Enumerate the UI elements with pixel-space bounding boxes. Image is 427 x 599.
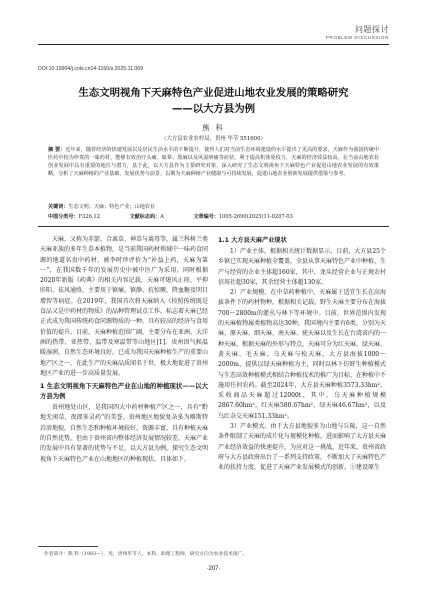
doc-code-label: 文献标志码： xyxy=(129,214,161,220)
page-number: ·207· xyxy=(206,566,221,572)
article-title: 生态文明视角下天麻特色产业促进山地农业发展的策略研究 xyxy=(78,87,349,99)
industry-subject-paragraph: 1）产业主体。根据相关统计数据显示，目前，大方县25个乡镇已实现天麻种植全覆盖，全县从事天麻特色产业中种植、生产与经营的企业主体超160家，其中，龙头经营企业与正规农村信用社超30家，其余经营主体超130家。 xyxy=(218,248,387,286)
running-header xyxy=(326,26,389,41)
keywords xyxy=(48,203,379,210)
author-footnote: 作者简介：熊 科（1983—），男，贵州毕节人，本科，助理工程师，研究方向为农业技术推广。 xyxy=(44,552,248,557)
industry-model-paragraph: 3）产业模式。由于大方县地貌多为山地与丘陵，这一自然条件限制了天麻的成片化与规模化种植，进而影响了大方县天麻产业经济效益的快速提升，为应对这一挑战，近年来，贵州省政府与大方县政府出台了一系列支持政策，不断加大了天麻特色产业的扶持力度，促进了天麻产业发展模式的创新。①建设原生 xyxy=(218,423,387,472)
article-no-label: 文章编号： xyxy=(193,214,219,220)
body-column-right xyxy=(218,235,386,474)
section-heading-1-1: 1.1 大方县天麻产业现状 xyxy=(218,237,287,244)
abstract-label: 摘 要： xyxy=(48,147,66,153)
article-subtitle: ——以大方县为例 xyxy=(171,103,256,115)
doc-code-value: A xyxy=(160,214,164,220)
article-no-value: 1005-2690(2025)11-0207-03 xyxy=(218,214,293,220)
footnote-rule xyxy=(38,546,98,547)
section-name-en: PROBLEM DISCUSSION xyxy=(325,35,389,40)
industry-scale-paragraph: 2）产业规模。在中草药种植中，天麻属于适宜生长在高海拔条件下的药材物种，根据相关记载，野生天麻主要分布在海拔700～2800m的灌丛与林下等环境中。目前，世界范围内发现的天麻植物属类植物高达30种，我国境内主要有6类，分别为天麻、原天麻、细天麻、南天麻、疣天麻以及生长在台湾省内的一种天麻，根据天麻的外形与特点，天麻可分为红天麻、绿天麻、黄天麻、毛天麻、乌天麻与松天麻，大方县海拔1000～2000m，提供以绿天麻种植为主，同时以林下仿野生种植模式与生态高效种植模式相结合种植技术的推广为目标，在种植中不施用任何农药。截至2024年，大方县天麻种植3573.33hm²，采收商品天麻超过12000t，其中，乌天麻种植规模2867.60hm²，红天麻580.67hm²，绿天麻46.67hm²，以及乌红杂交天麻151.33hm²。 xyxy=(218,289,387,420)
keywords-label: 关键词： xyxy=(48,204,69,210)
section-heading-1: 1 生态文明视角下天麻特色产业在山地的种植现状——以大方县为例 xyxy=(40,382,208,401)
issn-group xyxy=(193,214,306,220)
intro-paragraph: 天麻，又称为赤箭、合离草、神草与离母等，属兰科树兰类天麻亚族的多年生草本植物，是当前我国药材领域中一味药食同源的地道名贵中药材，被李时珍评价为“补益上药，天麻为第一”，在我国数千年的发展历史中被中医广为采用，同时根据2020年新版《药典》的相关内容记载，天麻可熄风止痉、平抑肝阳、祛风通络，主要用于镇痛、镇静、抗惊厥、降血糖及明目增智等病症。在2019年，我国首次将天麻纳入《按照传统既是食品又是中药材的物质》的品种管理试点工作，标志着天麻已经正式成为我国传统药食同源物质的一种，具有较高的经济与食用价值的提升。目前，天麻种植范围广阔，主要分布在亚洲、大洋洲的热带、亚热带、温带及寒温带等山地区[1]。贵州因气候温暖湿润，自然生态环境良好，已成为我国天麻种植生产的重要山地产区之一，在此生产的天麻品质闻名于世，极大地促进了贵州地区产业的进一步高质量发展。 xyxy=(40,236,209,377)
header-rule xyxy=(38,44,389,45)
affiliation: （大方县农业农村局，贵州 毕节 551600） xyxy=(161,136,266,142)
abstract-rule xyxy=(38,226,389,227)
body-column-left xyxy=(40,235,208,465)
author: 熊 科 xyxy=(202,124,225,132)
doi: DOI:10.19904/j.cnki.cn14-1160/s.2025.11.069 xyxy=(38,66,144,72)
clc-label: 中图分类号： xyxy=(48,214,79,220)
section-name: 问题探讨 xyxy=(355,25,389,34)
keywords-text: 生态文明；天麻；特色产业；山地农业 xyxy=(68,204,155,210)
doc-code-group xyxy=(130,214,178,220)
clc-value: F326.12 xyxy=(78,214,100,220)
section-1-paragraph: 贵州地处山区，是我国四大中药材种植产区之一，具有“黔地无闲草，夜郎多灵药”的美誉。贵州地区地貌复杂多为喀斯特岩溶地貌，自然生态和种植环境较好，资源丰富，具有种植天麻的自然优势，但由于贵州省内整体经济发展情况较差，天麻产业的发展中具有显著的优势与不足，以大方县为例，探究生态文明视角下天麻特色产业在山地地区的种植现状，具体如下。 xyxy=(40,404,209,463)
abstract-text: 近年来，随着经济的快速发展以及居民生活水平的不断提升，使得人们对当前生态环境建设的水平提出了更高的要求，天麻作为我国传统中医药中较为珍贵的一味药材，能够有效治疗头痛、眩晕、肢麻以及风湿痹痛等症状，利于提高机体免疫力，天麻的经济效益较高。在当前山地农业创业发展中具有重要的地位与潜力，基于此，以大方县作为主要研究对象，深入研究了生态文明视角下天麻特色产业促进山地农业发展的有效策略，分析了天麻种植的产业基础、发展优势与前景，以期为天麻种植产业健康与可持续发展，促进山地农业创新发展提供借鉴与参考。 xyxy=(48,147,379,178)
abstract xyxy=(48,146,379,178)
article-meta xyxy=(48,213,379,220)
clc-group xyxy=(48,214,114,220)
